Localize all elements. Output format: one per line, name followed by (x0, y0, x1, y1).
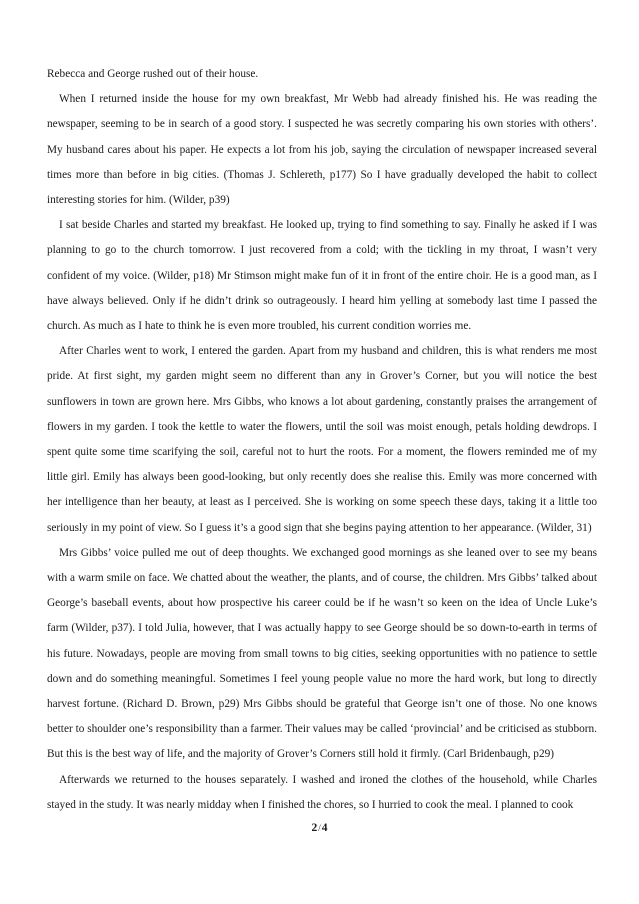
document-body (47, 62, 597, 818)
paragraph-4: After Charles went to work, I entered the garden. Apart from my husband and children, this is what renders me most pride. At first sight, my garden might seem no different than any in Grover’s Corner, but you will notice the best sunflowers in town are grown here. Mrs Gibbs, who knows a lot about gardening, constantly praises the arrangement of flowers in my garden. I took the kettle to water the flowers, until the soil was moist enough, petals holding dewdrops. I spent quite some time scarifying the soil, careful not to hurt the roots. For a moment, the flowers reminded me of my little girl. Emily has always been good-looking, but only recently does she realise this. Emily was more concerned with her intelligence than her beauty, at least as I perceived. She is working on some speech these days, taking it a little too seriously in my point of view. So I guess it’s a good sign that she begins paying attention to her appearance. (Wilder, 31) (47, 345, 597, 534)
total-page-count: 4 (321, 822, 328, 834)
paragraph-2: When I returned inside the house for my own breakfast, Mr Webb had already finished his. He was reading the newspaper, seeming to be in search of a good story. I suspected he was secretly comparing his own stories with others’. My husband cares about his paper. He expects a lot from his job, saying the circulation of newspaper increased several times more than before in big cities. (Thomas J. Schlereth, p177) So I have gradually developed the habit to collect interesting stories for him. (Wilder, p39) (47, 93, 597, 207)
paragraph-5: Mrs Gibbs’ voice pulled me out of deep thoughts. We exchanged good mornings as she leaned over to see my beans with a warm smile on face. We chatted about the weather, the plants, and of course, the children. Mrs Gibbs’ talked about George’s baseball events, about how prospective his career could be if he wasn’t so keen on the idea of Uncle Luke’s farm (Wilder, p37). I told Julia, however, that I was actually happy to see George should be so down-to-earth in terms of his future. Nowadays, people are moving from small towns to big cities, seeking opportunities with no patience to settle down and do something meaningful. Sometimes I feel young people value no more the hard work, but long to directly harvest fortune. (Richard D. Brown, p29) Mrs Gibbs should be grateful that George isn’t one of those. No one knows better to shoulder one’s responsibility than a farmer. Their values may be called ‘provincial’ and be criticised as stubborn. But this is the best way of life, and the majority of Grover’s Corners still hold it firmly. (Carl Bridenbaugh, p29) (47, 546, 597, 761)
page-separator: / (318, 823, 321, 833)
paragraph-3: I sat beside Charles and started my breakfast. He looked up, trying to find something to say. Finally he asked if I was planning to go to the church tomorrow. I just recovered from a cold; with the tickling in my throat, I wasn’t very confident of my voice. (Wilder, p18) Mr Stimson might make fun of it in front of the entire choir. He is a good man, as I have always believed. Only if he didn’t drink so outrageously. I heard him yelling at somebody last time I passed the church. As much as I hate to think he is even more troubled, his current condition worries me. (47, 219, 597, 333)
paragraph-6: Afterwards we returned to the houses separately. I washed and ironed the clothes of the household, while Charles stayed in the study. It was nearly midday when I finished the chores, so I hurried to cook the meal. I planned to cook (47, 773, 597, 811)
page-number-footer (0, 822, 639, 834)
paragraph-1: Rebecca and George rushed out of their house. (47, 68, 259, 80)
current-page-number: 2 (311, 822, 318, 834)
